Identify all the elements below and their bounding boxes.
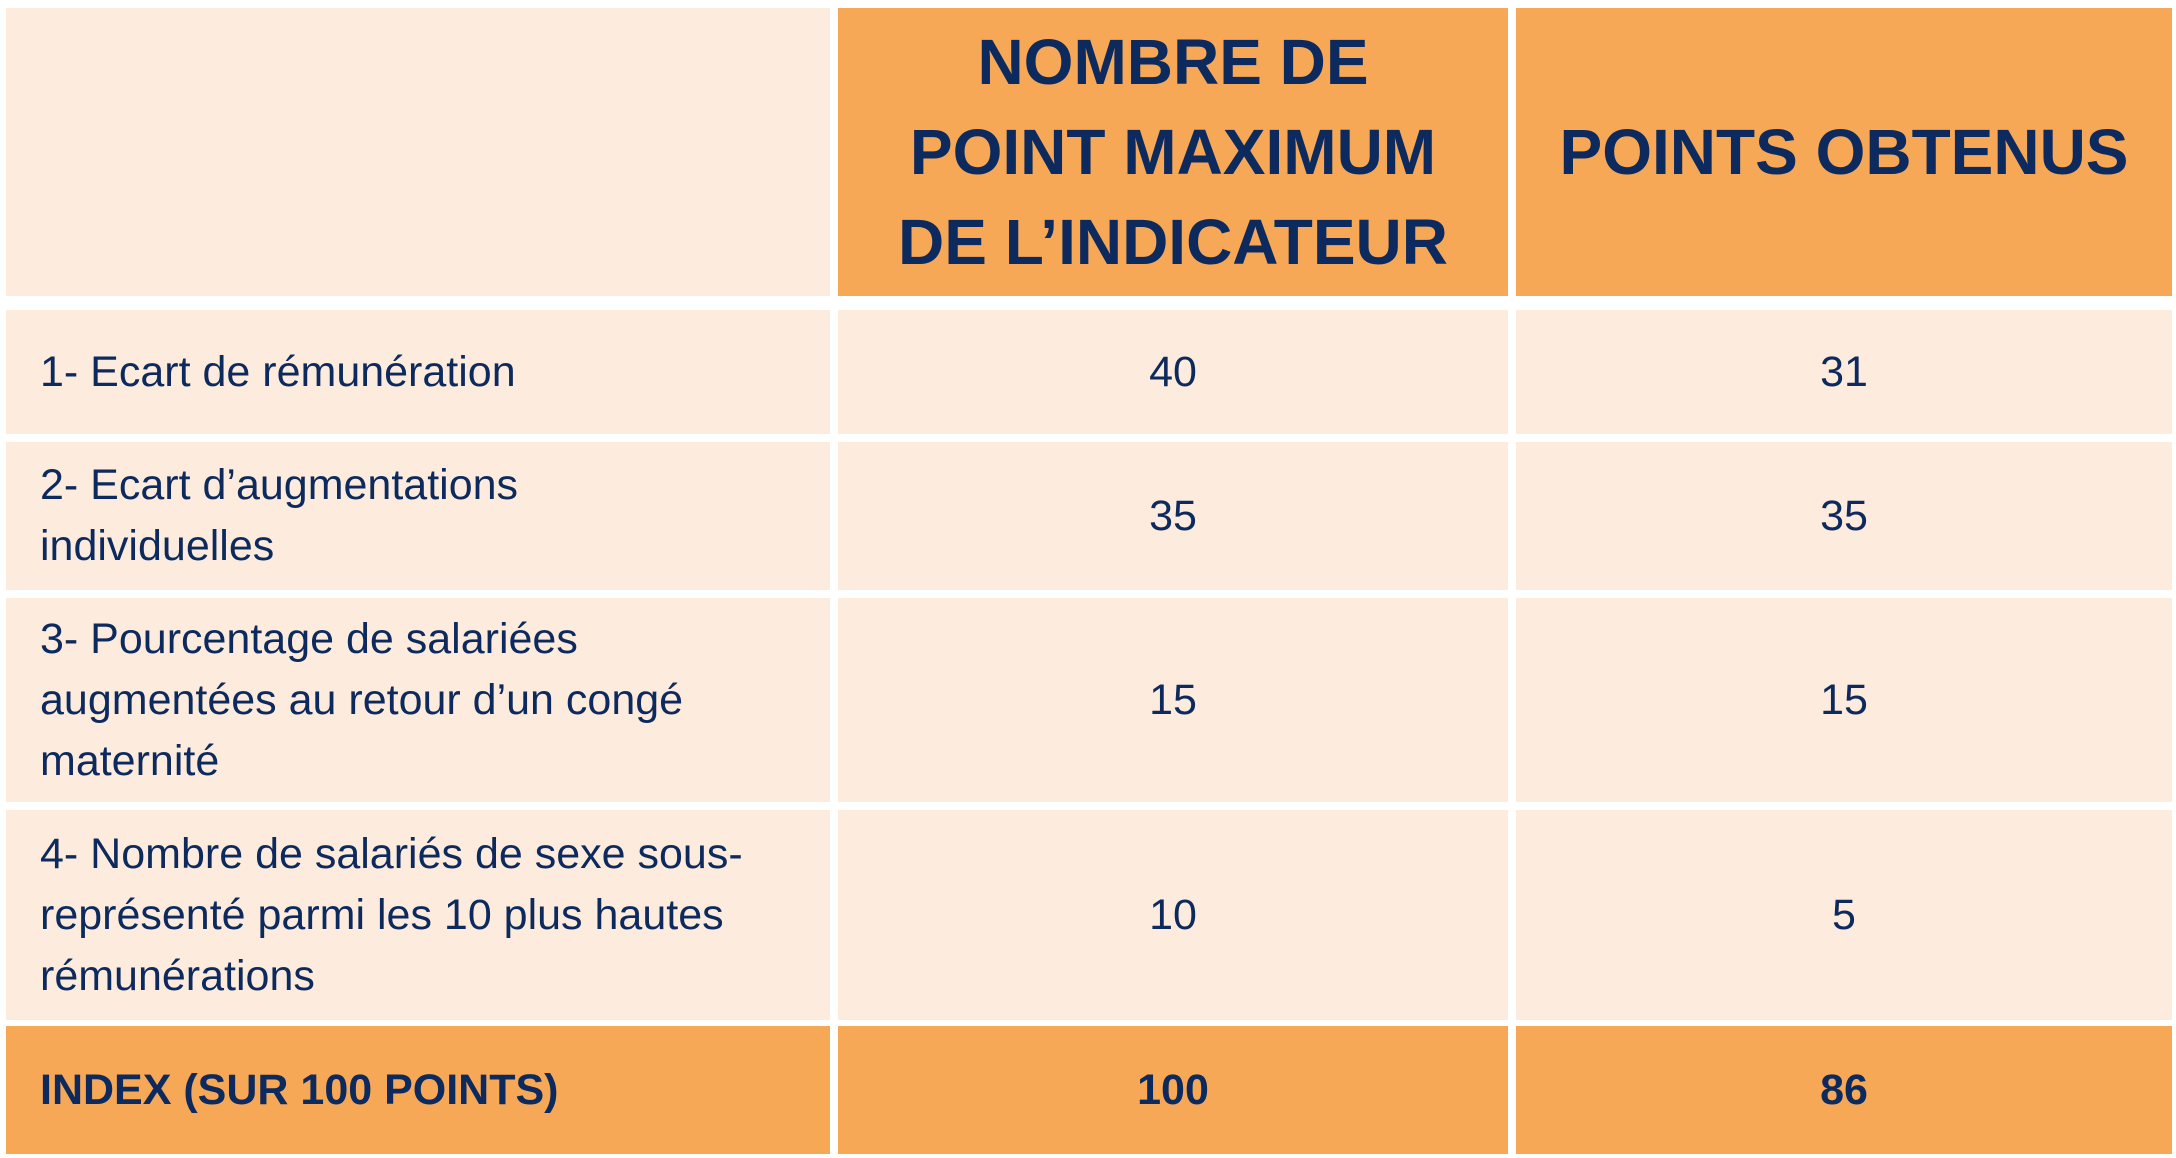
table-row-4-obtained-cell	[1516, 810, 2172, 1020]
header-max-points-cell	[838, 8, 1508, 296]
header-points-obtained-label: POINTS OBTENUS	[1559, 116, 2129, 188]
table-row-4-max-cell	[838, 810, 1508, 1020]
total-max-value: 100	[1137, 1065, 1209, 1114]
row-obtained-value: 15	[1820, 675, 1868, 724]
row-label: 4- Nombre de salariés de sexe sous-représenté parmi les 10 plus hautes rémunérations	[40, 829, 743, 1000]
row-obtained-value: 31	[1820, 347, 1868, 396]
table-row-4-label-cell	[6, 810, 830, 1020]
table-row-1-obtained-cell	[1516, 310, 2172, 434]
total-row-obtained-cell	[1516, 1026, 2172, 1154]
table-row-2-max-cell	[838, 442, 1508, 590]
table-row-3-obtained-cell	[1516, 598, 2172, 802]
row-obtained-value: 5	[1832, 890, 1856, 939]
total-row-max-cell	[838, 1026, 1508, 1154]
total-obtained-value: 86	[1820, 1065, 1868, 1114]
row-obtained-value: 35	[1820, 491, 1868, 540]
table-row-2-label-cell	[6, 442, 830, 590]
header-points-obtained-cell	[1516, 8, 2172, 296]
table-row-3-max-cell	[838, 598, 1508, 802]
row-max-value: 35	[1149, 491, 1197, 540]
row-max-value: 40	[1149, 347, 1197, 396]
row-label: 3- Pourcentage de salariées augmentées au retour d’un congé maternité	[40, 614, 684, 785]
table-row-2-obtained-cell	[1516, 442, 2172, 590]
row-label: 1- Ecart de rémunération	[40, 347, 516, 396]
table-row-1-max-cell	[838, 310, 1508, 434]
row-max-value: 15	[1149, 675, 1197, 724]
row-label: 2- Ecart d’augmentations individuelles	[40, 461, 519, 570]
table-row-1-label-cell	[6, 310, 830, 434]
total-label: INDEX (SUR 100 POINTS)	[40, 1065, 559, 1114]
header-empty-cell	[6, 8, 830, 296]
header-max-points-label: NOMBRE DE POINT MAXIMUM DE L’INDICATEUR	[898, 26, 1448, 278]
row-max-value: 10	[1149, 890, 1197, 939]
total-row-label-cell	[6, 1026, 830, 1154]
table-row-3-label-cell	[6, 598, 830, 802]
